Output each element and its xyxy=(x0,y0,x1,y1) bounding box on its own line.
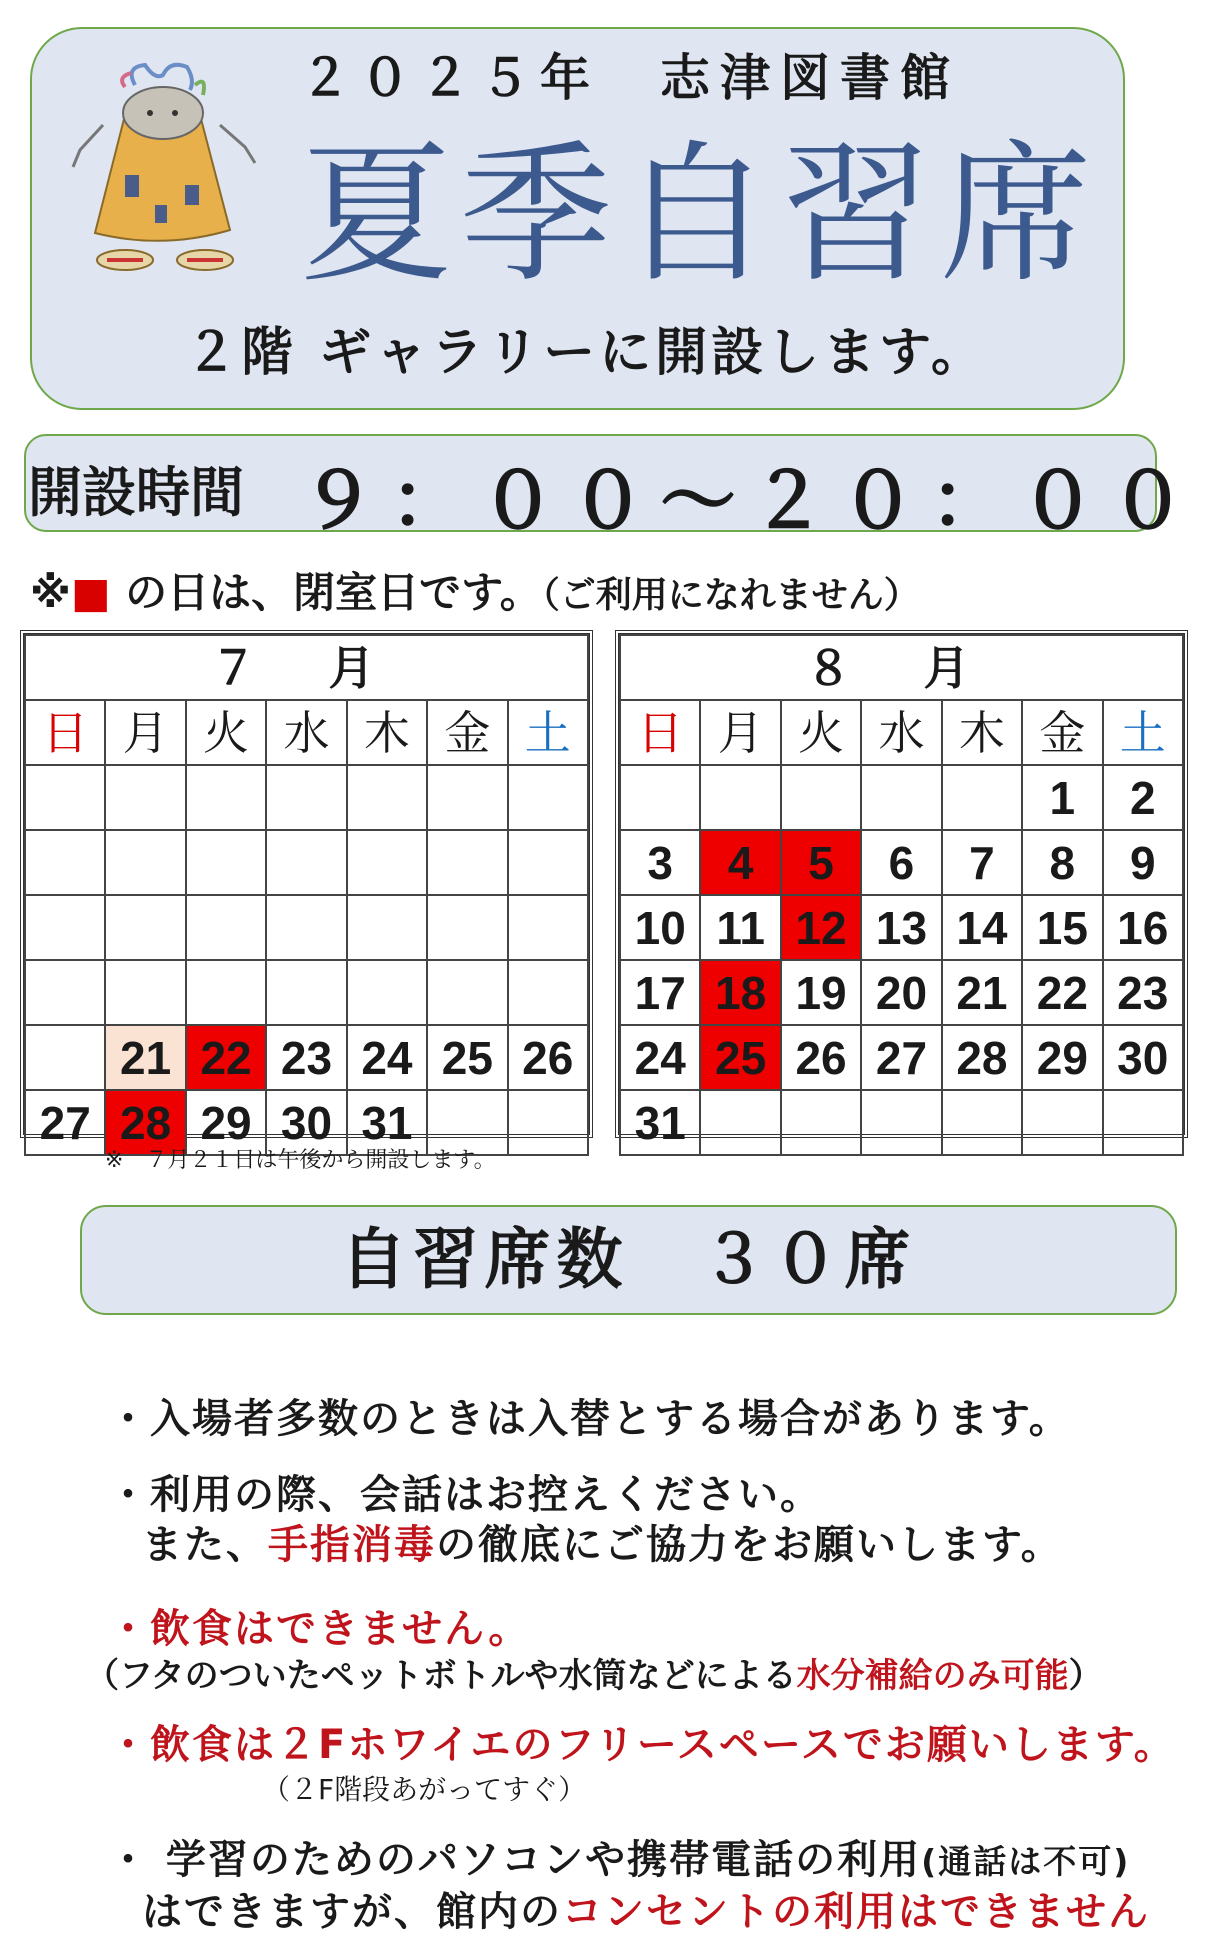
calendar-day: 3 xyxy=(620,830,700,895)
calendar-footnote: ※ ７月２１日は午後から開設します。 xyxy=(105,1148,496,1173)
calendar-week-row xyxy=(620,895,1183,960)
calendar-day xyxy=(781,1090,861,1155)
calendar-day: 24 xyxy=(620,1025,700,1090)
hours-label: 開設時間 xyxy=(28,461,244,524)
seat-count: 自習席数 ３０席 xyxy=(340,1221,917,1298)
calendar-day: 6 xyxy=(861,830,941,895)
calendar-day: 24 xyxy=(347,1025,427,1090)
calendar-day xyxy=(427,830,507,895)
calendar-day xyxy=(105,765,185,830)
calendar-day-closed: 22 xyxy=(186,1025,266,1090)
calendar-day xyxy=(508,1090,588,1155)
notice-no-food: ・飲食はできません。 xyxy=(108,1606,531,1652)
calendar-day xyxy=(25,960,105,1025)
calendar-week-row xyxy=(25,895,588,960)
calendar-day: 30 xyxy=(266,1090,346,1155)
calendar-day xyxy=(347,960,427,1025)
calendar-week-row xyxy=(620,1090,1183,1155)
calendar-day xyxy=(861,1090,941,1155)
calendar-week-row xyxy=(25,830,588,895)
calendar-day: 9 xyxy=(1103,830,1183,895)
calendar-day: 26 xyxy=(508,1025,588,1090)
calendar-day xyxy=(347,830,427,895)
calendar-day xyxy=(105,960,185,1025)
calendar-day xyxy=(508,765,588,830)
calendar-day: 15 xyxy=(1022,895,1102,960)
weekday-header: 土 xyxy=(1103,700,1183,765)
calendar-day-closed: 25 xyxy=(700,1025,780,1090)
weekday-header: 金 xyxy=(427,700,507,765)
calendar-day xyxy=(186,895,266,960)
calendar-week-row xyxy=(25,1025,588,1090)
calendar-day xyxy=(781,765,861,830)
calendar-day xyxy=(105,895,185,960)
calendar-day: 8 xyxy=(1022,830,1102,895)
calendar-day: 23 xyxy=(266,1025,346,1090)
notice-emphasis: 手指消毒 xyxy=(268,1522,436,1568)
closed-square-icon: ■ xyxy=(70,568,111,617)
calendar-day: 31 xyxy=(620,1090,700,1155)
calendar-day xyxy=(266,830,346,895)
calendar-day-closed: 18 xyxy=(700,960,780,1025)
weekday-header: 金 xyxy=(1022,700,1102,765)
calendar-day-closed: 5 xyxy=(781,830,861,895)
calendar-day xyxy=(508,830,588,895)
calendar-day: 2 xyxy=(1103,765,1183,830)
calendar-day: 26 xyxy=(781,1025,861,1090)
page-title: 夏季自習席 xyxy=(300,126,1100,303)
calendar-day xyxy=(25,830,105,895)
calendar-day: 28 xyxy=(942,1025,1022,1090)
calendar-day xyxy=(620,765,700,830)
weekday-header: 土 xyxy=(508,700,588,765)
calendar-day: 16 xyxy=(1103,895,1183,960)
weekday-header: 月 xyxy=(700,700,780,765)
closed-day-note xyxy=(30,560,920,620)
calendar-day: 1 xyxy=(1022,765,1102,830)
weekday-header: 水 xyxy=(861,700,941,765)
calendar-day: 23 xyxy=(1103,960,1183,1025)
calendar-day: 20 xyxy=(861,960,941,1025)
calendar-july xyxy=(20,630,593,1149)
calendar-day xyxy=(942,1090,1022,1155)
notice-eating-area: ・飲食は２Fホワイエのフリースペースでお願いします。 xyxy=(108,1722,1176,1768)
weekday-header: 火 xyxy=(781,700,861,765)
calendar-day: 27 xyxy=(25,1090,105,1155)
calendar-day: 29 xyxy=(1022,1025,1102,1090)
calendar-day xyxy=(266,765,346,830)
notice-eating-area-location: （２F階段あがってすぐ） xyxy=(262,1773,587,1806)
calendar-day: 7 xyxy=(942,830,1022,895)
calendar-month-label: ８ 月 xyxy=(620,635,1183,700)
notice-emphasis: 水分補給のみ可能 xyxy=(796,1656,1069,1696)
calendar-day: 29 xyxy=(186,1090,266,1155)
calendar-week-row xyxy=(620,765,1183,830)
calendar-day xyxy=(1022,1090,1102,1155)
calendar-august xyxy=(615,630,1188,1149)
notice-text: また、 xyxy=(142,1522,268,1568)
calendar-day xyxy=(427,765,507,830)
hours-value: ９：００～２０：００ xyxy=(300,456,1200,545)
calendar-day xyxy=(25,765,105,830)
mascot-illustration xyxy=(55,55,270,295)
weekday-header: 日 xyxy=(25,700,105,765)
notice-emphasis: コンセントの利用はできません xyxy=(562,1889,1150,1935)
header-year-library: ２０２５年 志津図書館 xyxy=(300,49,960,107)
calendar-day xyxy=(347,895,427,960)
calendar-day: 25 xyxy=(427,1025,507,1090)
notice-devices xyxy=(108,1828,1130,1885)
weekday-row xyxy=(25,700,588,765)
calendar-week-row xyxy=(620,960,1183,1025)
calendar-day: 22 xyxy=(1022,960,1102,1025)
calendar-day xyxy=(508,960,588,1025)
notice-text: はできますが、館内の xyxy=(142,1889,562,1935)
weekday-header: 木 xyxy=(942,700,1022,765)
calendar-day xyxy=(508,895,588,960)
calendar-day: 10 xyxy=(620,895,700,960)
calendar-day xyxy=(186,765,266,830)
calendar-day-closed: 4 xyxy=(700,830,780,895)
calendar-week-row xyxy=(25,960,588,1025)
calendar-day xyxy=(25,895,105,960)
notice-quiet: ・利用の際、会話はお控えください。 xyxy=(108,1472,822,1518)
weekday-header: 月 xyxy=(105,700,185,765)
calendar-day-closed: 12 xyxy=(781,895,861,960)
calendar-day xyxy=(186,960,266,1025)
notice-text: （フタのついたペットボトルや水筒などによる xyxy=(85,1656,797,1696)
calendar-day xyxy=(347,765,427,830)
calendar-day xyxy=(427,895,507,960)
weekday-row xyxy=(620,700,1183,765)
calendar-week-row xyxy=(620,830,1183,895)
calendar-day xyxy=(186,830,266,895)
calendar-day xyxy=(25,1025,105,1090)
notice-text: ） xyxy=(1068,1656,1103,1696)
calendar-day xyxy=(942,765,1022,830)
notice-text: の徹底にご協力をお願いします。 xyxy=(436,1522,1063,1568)
header-location: ２階 ギャラリーに開設します。 xyxy=(185,323,987,383)
closed-note-paren: （ご利用になれません） xyxy=(541,575,920,616)
calendar-day xyxy=(266,895,346,960)
notice-outlets xyxy=(142,1880,1150,1937)
weekday-header: 水 xyxy=(266,700,346,765)
calendar-day: 27 xyxy=(861,1025,941,1090)
closed-note-text: の日は、閉室日です。 xyxy=(125,568,542,617)
calendar-day: 17 xyxy=(620,960,700,1025)
calendar-day: 14 xyxy=(942,895,1022,960)
calendar-day xyxy=(700,1090,780,1155)
calendar-day: 13 xyxy=(861,895,941,960)
notice-replacement: ・入場者多数のときは入替とする場合があります。 xyxy=(108,1396,1071,1442)
calendar-day xyxy=(427,960,507,1025)
calendar-day xyxy=(861,765,941,830)
weekday-header: 木 xyxy=(347,700,427,765)
calendar-week-row xyxy=(25,765,588,830)
calendar-week-row xyxy=(620,1025,1183,1090)
weekday-header: 火 xyxy=(186,700,266,765)
notice-water-only xyxy=(85,1648,1103,1697)
notice-sanitize xyxy=(142,1513,1063,1570)
calendar-day: 19 xyxy=(781,960,861,1025)
calendar-day: 21 xyxy=(942,960,1022,1025)
calendar-month-label: ７ 月 xyxy=(25,635,588,700)
calendar-day-partial: 21 xyxy=(105,1025,185,1090)
calendar-day xyxy=(1103,1090,1183,1155)
calendar-day xyxy=(105,830,185,895)
note-mark: ※ xyxy=(30,568,71,617)
calendar-day xyxy=(266,960,346,1025)
calendar-day: 31 xyxy=(347,1090,427,1155)
calendar-day: 11 xyxy=(700,895,780,960)
weekday-header: 日 xyxy=(620,700,700,765)
calendar-day xyxy=(700,765,780,830)
calendar-day-closed: 28 xyxy=(105,1090,185,1155)
notice-text: ・ 学習のためのパソコンや携帯電話の利用 xyxy=(108,1837,922,1883)
notice-text-small: (通話は不可) xyxy=(921,1842,1131,1881)
calendar-day: 30 xyxy=(1103,1025,1183,1090)
